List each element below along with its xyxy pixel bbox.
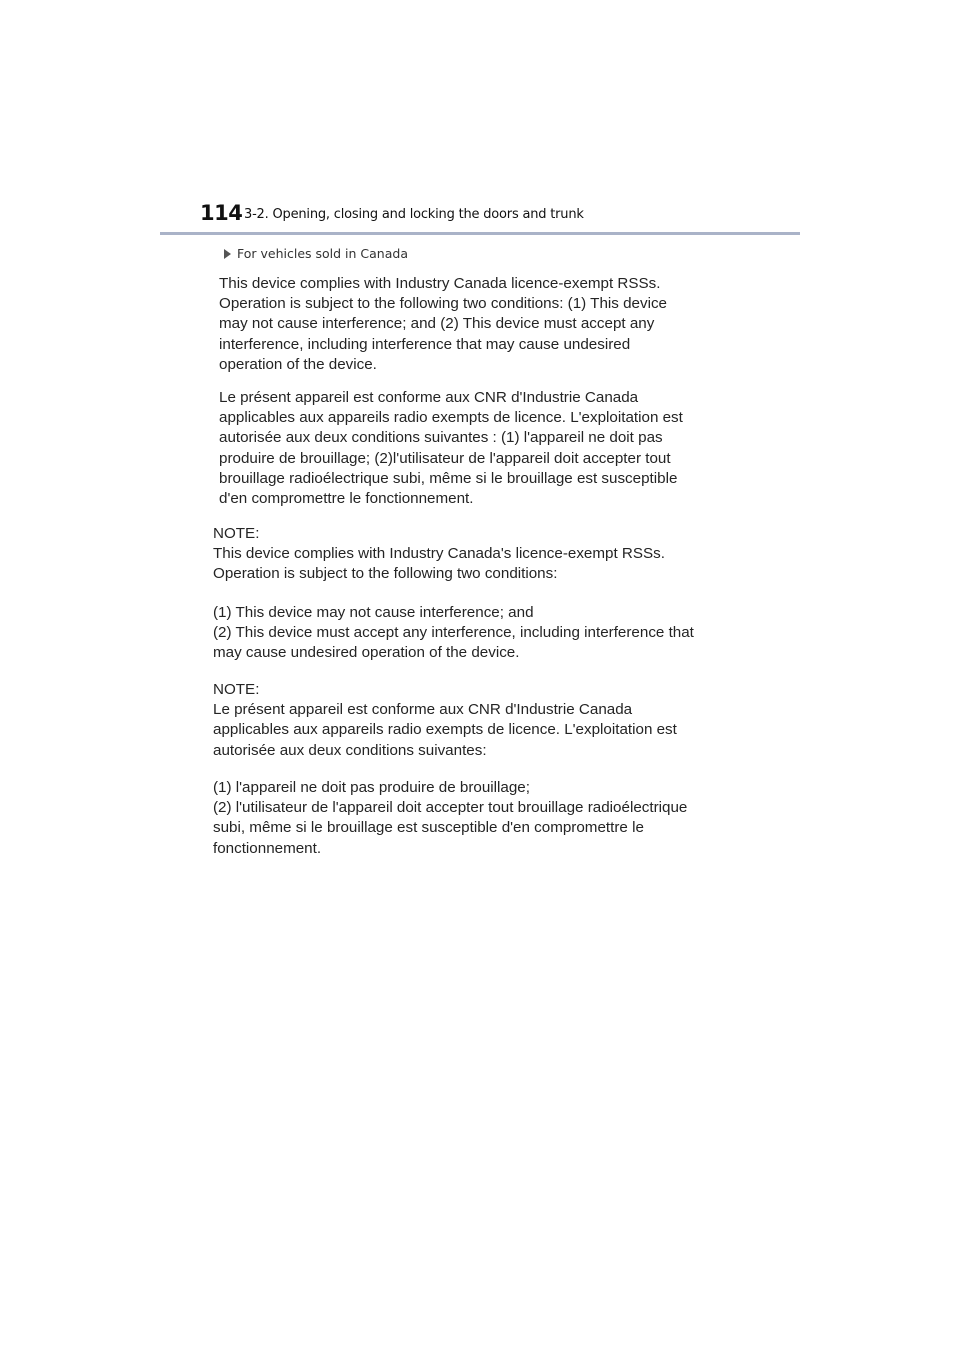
note-english [213,524,665,585]
section-title: 3-2. Opening, closing and locking the doors and trunk [244,207,584,222]
page-number: 114 [200,201,243,225]
subheading [224,246,408,261]
text-line: d'en compromettre le fonctionnement. [219,490,474,508]
subheading-text: For vehicles sold in Canada [237,246,408,261]
condition-item: (1) This device may not cause interference; and [213,604,534,621]
condition-item: fonctionnement. [213,839,322,857]
text-line: applicables aux appareils radio exempts de licence. L'exploitation est [213,721,677,739]
text-line: Operation is subject to the following two conditions: [213,565,558,583]
condition-item: (1) l'appareil ne doit pas produire de brouillage; [213,779,530,796]
notice-french [219,388,683,509]
text-line: Le présent appareil est conforme aux CNR d'Industrie Canada [219,389,639,406]
triangle-right-icon [224,249,231,259]
note-french [213,680,677,761]
text-line: interference, including interference that may cause undesired [219,335,631,353]
note-label: NOTE: [213,525,260,542]
conditions-english [213,603,694,664]
text-line: autorisée aux deux conditions suivantes : (1) l'appareil ne doit pas [219,429,663,447]
text-line: Le présent appareil est conforme aux CNR d'Industrie Canada [213,701,633,719]
conditions-french [213,778,687,859]
text-line: may not cause interference; and (2) This device must accept any [219,315,655,333]
note-label: NOTE: [213,681,260,698]
notice-english [219,274,667,375]
condition-item: may cause undesired operation of the device. [213,644,520,662]
text-line: brouillage radioélectrique subi, même si le brouillage est susceptible [219,469,678,487]
condition-item: (2) l'utilisateur de l'appareil doit accepter tout brouillage radioélectrique [213,799,688,817]
text-line: Operation is subject to the following two conditions: (1) This device [219,295,667,313]
header-rule [160,232,800,235]
text-line: applicables aux appareils radio exempts de licence. L'exploitation est [219,409,683,427]
text-line: This device complies with Industry Canada licence-exempt RSSs. [219,275,661,292]
text-line: operation of the device. [219,355,377,373]
text-line: produire de brouillage; (2)l'utilisateur de l'appareil doit accepter tout [219,449,671,467]
condition-item: subi, même si le brouillage est susceptible d'en compromettre le [213,819,644,837]
text-line: This device complies with Industry Canada's licence-exempt RSSs. [213,545,665,563]
condition-item: (2) This device must accept any interference, including interference that [213,624,694,642]
text-line: autorisée aux deux conditions suivantes: [213,741,487,759]
